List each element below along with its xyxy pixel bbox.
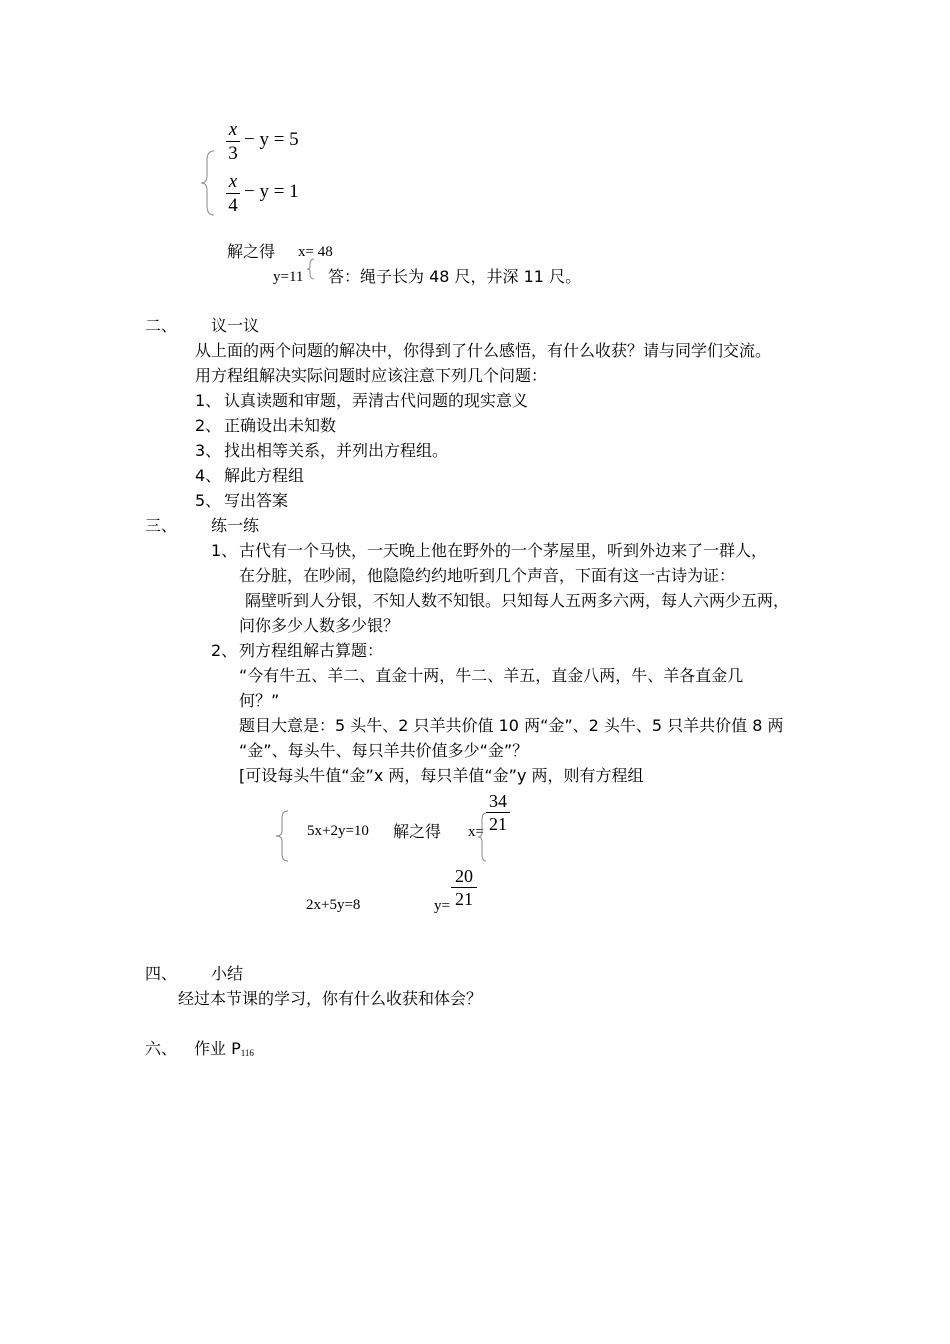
section-6-number: 六、 — [145, 1039, 178, 1058]
list-item: 找出相等关系，并列出方程组。 — [224, 441, 449, 460]
homework-label — [194, 1041, 254, 1058]
list-item-number: 5、 — [195, 491, 222, 510]
section-2-number: 二、 — [145, 316, 178, 335]
solve-label-1: 解之得 — [227, 242, 276, 261]
left-brace-icon — [274, 810, 290, 862]
question-1-line-2: 在分脏，在吵闹，他隐隐约约地听到几个声音，下面有这一古诗为证： — [239, 566, 736, 585]
section-3-title: 练一练 — [211, 516, 260, 535]
section-2-paragraph-2: 用方程组解决实际问题时应该注意下列几个问题： — [195, 366, 548, 385]
solution-y-1: y=11 — [273, 269, 304, 285]
question-1-line-1: 古代有一个马快，一天晚上他在野外的一个茅屋里，听到外边来了一群人， — [239, 541, 768, 560]
fraction-x-over-4: x 4 — [226, 172, 240, 215]
question-2-line-5: “金”、每头牛、每只羊共价值多少“金”？ — [239, 741, 529, 760]
section-4-title: 小结 — [211, 964, 244, 983]
question-2-line-6: [可设每头牛值“金”x 两，每只羊值“金”y 两，则有方程组 — [239, 766, 644, 785]
section-2-title: 议一议 — [211, 316, 260, 335]
section-2-paragraph-1: 从上面的两个问题的解决中，你得到了什么感悟，有什么收获？请与同学们交流。 — [195, 341, 772, 360]
list-item-number: 1、 — [195, 391, 222, 410]
section-3-number: 三、 — [145, 516, 178, 535]
homework-title: 作业 P — [194, 1039, 241, 1058]
list-item: 认真读题和审题，弄清古代问题的现实意义 — [224, 391, 529, 410]
fraction-x-over-3: x 3 — [226, 120, 240, 163]
list-item-number: 3、 — [195, 441, 222, 460]
solve-label-2: 解之得 — [393, 822, 442, 841]
list-item: 正确设出未知数 — [224, 416, 337, 435]
solution-x-1: x= 48 — [298, 244, 333, 260]
equation-b: 2x+5y=8 — [306, 897, 361, 913]
equation-1-rest: − y = 5 — [244, 129, 299, 150]
question-1-number: 1、 — [211, 541, 238, 560]
small-brace-icon — [306, 258, 316, 280]
question-2-line-2: “今有牛五、羊二、直金十两，牛二、羊五，直金八两，牛、羊各直金几 — [239, 666, 744, 685]
solution-y-label: y= — [434, 898, 450, 914]
question-1-line-4: 问你多少人数多少银？ — [239, 616, 400, 635]
equation-2-rest: − y = 1 — [244, 181, 299, 202]
fraction-20-over-21: 20 21 — [451, 867, 477, 908]
question-2-number: 2、 — [211, 641, 238, 660]
question-2-line-3: 何？” — [239, 691, 280, 710]
question-2-line-1: 列方程组解古算题： — [239, 641, 384, 660]
list-item-number: 4、 — [195, 466, 222, 485]
equation-a: 5x+2y=10 — [307, 823, 369, 839]
fraction-34-over-21: 34 21 — [486, 792, 510, 833]
left-brace-icon — [200, 150, 216, 216]
question-2-line-4: 题目大意是：5 头牛、2 只羊共价值 10 两“金”、2 头牛、5 只羊共价值 8 两 — [239, 716, 784, 735]
answer-1: 答：绳子长为 48 尺，井深 11 尺。 — [328, 267, 582, 286]
list-item: 解此方程组 — [224, 466, 305, 485]
list-item: 写出答案 — [224, 491, 289, 510]
section-4-number: 四、 — [145, 964, 178, 983]
section-4-paragraph: 经过本节课的学习，你有什么收获和体会？ — [178, 989, 483, 1008]
solution-x-label: x= — [468, 824, 484, 840]
question-1-line-3: 隔壁听到人分银，不知人数不知银。只知每人五两多六两，每人六两少五两， — [245, 591, 790, 610]
list-item-number: 2、 — [195, 416, 222, 435]
homework-page: 116 — [240, 1048, 254, 1058]
